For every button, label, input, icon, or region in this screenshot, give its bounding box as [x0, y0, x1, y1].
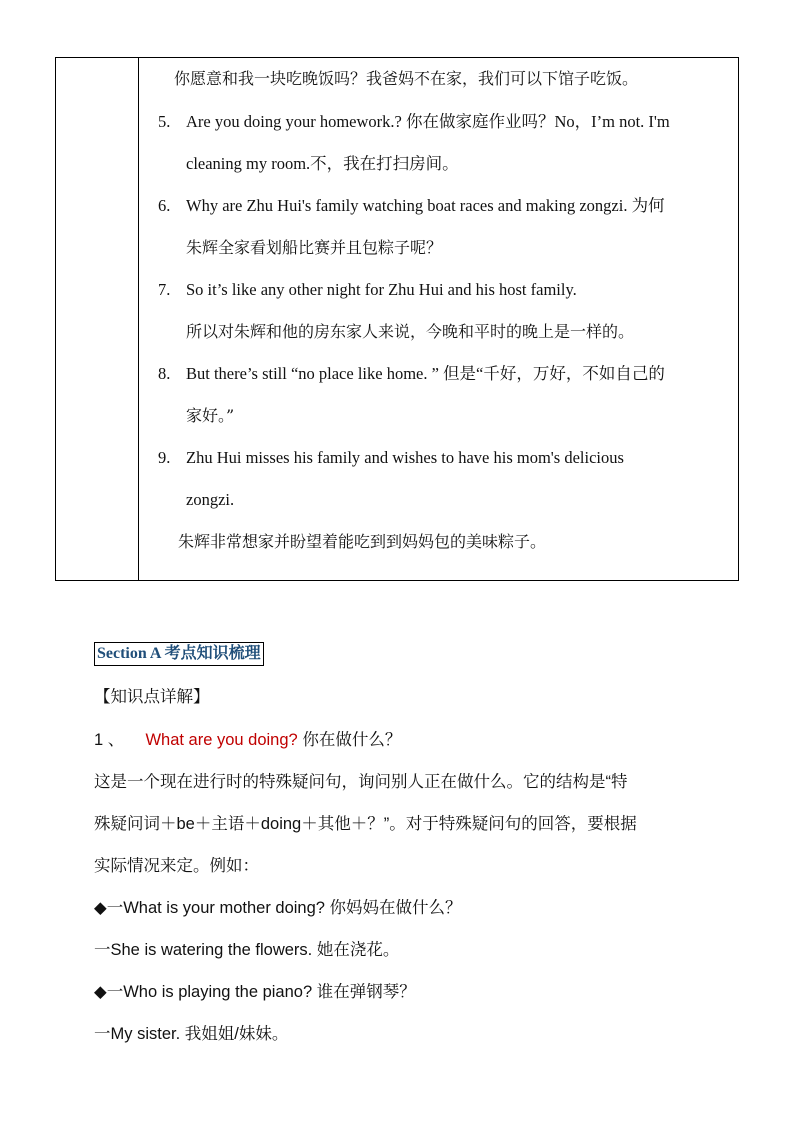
example-question: ◆一What is your mother doing? 你妈妈在做什么？	[94, 899, 462, 917]
vocabulary-table	[55, 57, 739, 581]
point-number: 1 、	[94, 731, 125, 749]
table-right-cell	[140, 58, 738, 580]
paragraph-line: 实际情况来定。例如：	[94, 857, 259, 875]
item-line1: Why are Zhu Hui's family watching boat races and making zongzi. 为何	[186, 196, 665, 215]
point-english: What are you doing?	[145, 731, 298, 749]
example-answer: 一My sister. 我姐姐/妹妹。	[94, 1025, 289, 1043]
item-number: 8.	[158, 364, 171, 383]
item-line1: Are you doing your homework.? 你在做家庭作业吗？No，I’m not. I'm	[186, 112, 670, 131]
item-line2: zongzi.	[186, 490, 235, 509]
paragraph-line: 这是一个现在进行时的特殊疑问句，询问别人正在做什么。它的结构是“特	[94, 773, 628, 791]
table-outro-line: 朱辉非常想家并盼望着能吃到到妈妈包的美味粽子。	[178, 532, 547, 551]
item-line2: 家好。”	[186, 406, 235, 425]
point-chinese: 你在做什么？	[302, 731, 402, 749]
item-line1: So it’s like any other night for Zhu Hui and his host family.	[186, 280, 577, 299]
table-intro-line: 你愿意和我一块吃晚饭吗？我爸妈不在家，我们可以下馆子吃饭。	[174, 69, 639, 88]
item-line2: 所以对朱辉和他的房东家人来说，今晚和平时的晚上是一样的。	[186, 322, 635, 341]
point-heading	[94, 729, 401, 751]
item-number: 6.	[158, 196, 171, 215]
table-left-cell	[56, 58, 139, 580]
item-line1: Zhu Hui misses his family and wishes to have his mom's delicious	[186, 448, 624, 467]
item-line1: But there’s still “no place like home. ” 但是“千好，万好，不如自己的	[186, 364, 665, 383]
example-answer: 一She is watering the flowers. 她在浇花。	[94, 941, 400, 959]
item-number: 9.	[158, 448, 171, 467]
knowledge-heading: 【知识点详解】	[94, 688, 210, 706]
item-line2: 朱辉全家看划船比赛并且包粽子呢？	[186, 238, 443, 257]
item-number: 7.	[158, 280, 171, 299]
paragraph-line: 殊疑问词＋be＋主语＋doing＋其他＋？”。对于特殊疑问句的回答，要根据	[94, 815, 637, 833]
item-line2: cleaning my room.不，我在打扫房间。	[186, 154, 459, 173]
example-question: ◆一Who is playing the piano? 谁在弹钢琴？	[94, 983, 416, 1001]
section-title: Section A 考点知识梳理	[94, 642, 264, 666]
item-number: 5.	[158, 112, 171, 131]
